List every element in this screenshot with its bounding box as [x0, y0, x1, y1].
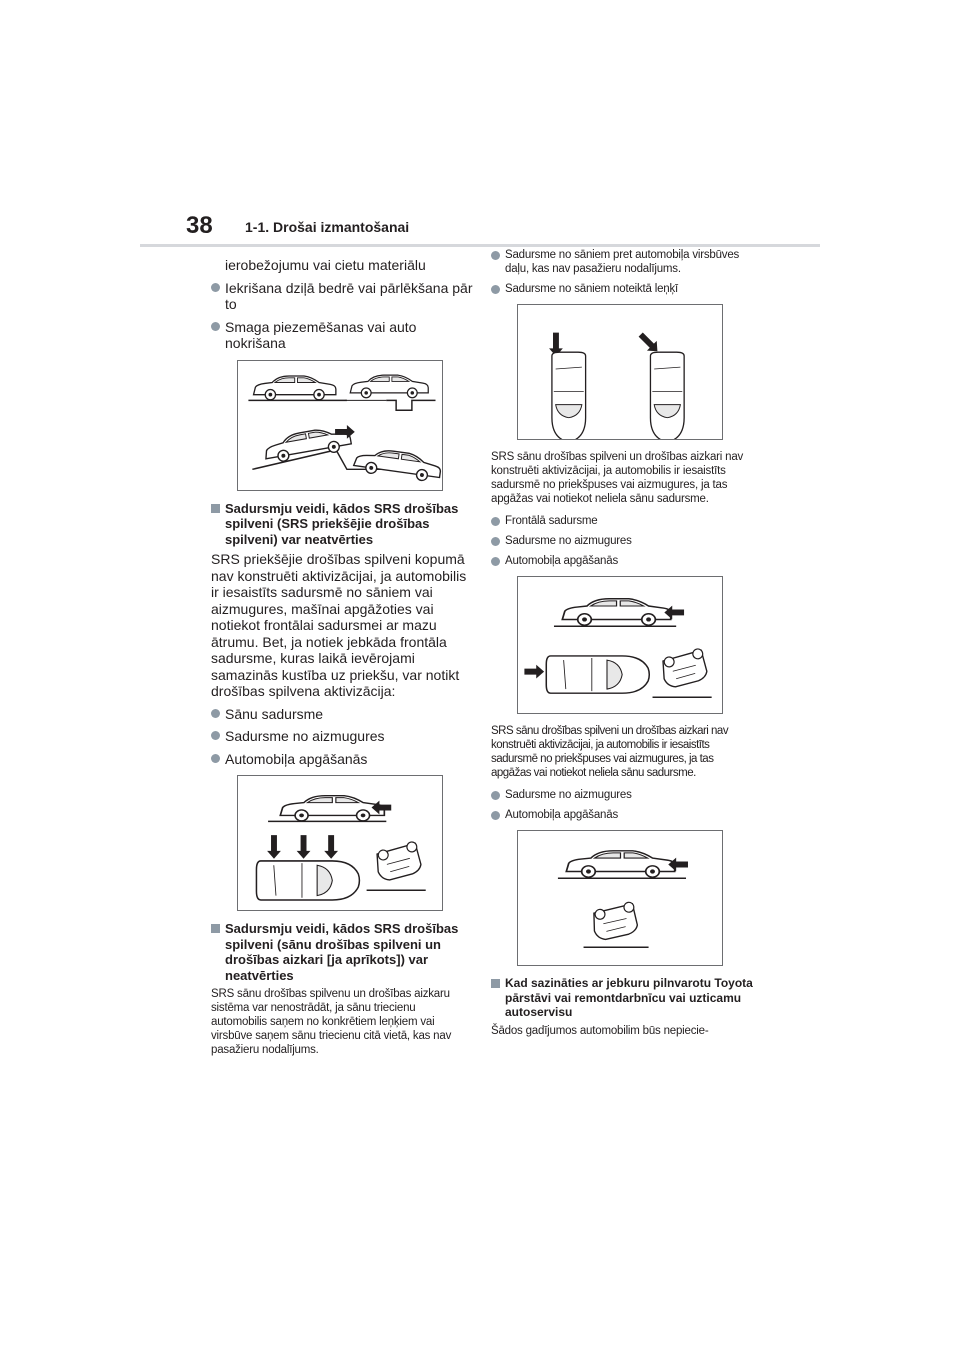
list-item: Automobiļa apgāšanās — [211, 751, 473, 768]
paragraph: SRS sānu drošības spilvenu un drošības aizkaru sistēma var nenostrādāt, ja sānu triecienu automobilis saņem no konkrētiem leņķiem vai virsbūve saņem sānu triecienu citā vietā, kas nav pasažieru nodalījums. — [211, 988, 452, 1056]
paragraph: SRS sānu drošības spilveni un drošības aizkari nav konstruēti aktivizācijai, ja automobilis ir iesaistīts sadursmē no priekšpuses vai aizmugures, ja tas apgāžas vai notiekot neliela sānu sadursme. — [491, 451, 744, 505]
bullet-icon — [211, 709, 220, 718]
section-title: 1-1. Drošai izmantošanai — [245, 219, 410, 235]
list-item: Sadursme no aizmugures — [211, 728, 473, 745]
bullet-icon — [491, 251, 500, 260]
continued-line: ierobežojumu vai cietu materiālu — [225, 257, 426, 273]
figure-rear-rollover — [517, 830, 723, 966]
list-item: Sadursme no aizmugures — [491, 788, 756, 802]
list-item: Sānu sadursme — [211, 706, 473, 723]
page-number: 38 — [186, 212, 213, 239]
paragraph: Šādos gadījumos automobilim būs nepiecie- — [491, 1024, 709, 1037]
section-heading: Kad sazināties ar jebkuru pilnvarotu Toyota pārstāvi vai remontdarbnīcu vai uzticamu autoservisu — [491, 976, 756, 1020]
section-heading: Sadursmju veidi, kādos SRS drošības spilveni (sānu drošības spilveni un drošības aizkari [ja aprīkots]) var neatvērties — [211, 921, 473, 983]
bullet-icon — [211, 731, 220, 740]
figure-side-rear-rollover — [237, 775, 443, 911]
header-rule — [140, 244, 820, 247]
bullet-icon — [211, 754, 220, 763]
bullet-icon — [491, 791, 500, 800]
paragraph: SRS sānu drošības spilveni un drošības aizkari nav konstruēti aktivizācijai, ja automobilis ir iesaistīts sadursmē no priekšpuses vai aizmugures, ja tas apgāžas vai notiekot neliela sānu sadursme. — [491, 725, 729, 779]
figure-side-angle — [517, 304, 723, 440]
list-item: Frontālā sadursme — [491, 514, 756, 528]
left-column — [211, 257, 473, 1057]
list-item: Sadursme no sāniem pret automobiļa virsbūves daļu, kas nav pasažieru nodalījums. — [491, 248, 756, 276]
bullet-icon — [491, 811, 500, 820]
list-item: Iekrišana dziļā bedrē vai pārlēkšana pār to — [211, 280, 473, 313]
bullet-icon — [211, 283, 220, 292]
right-column — [491, 248, 756, 1038]
section-heading: Sadursmju veidi, kādos SRS drošības spilveni (SRS priekšējie drošības spilveni) var neatvērties — [211, 501, 473, 548]
bullet-icon — [491, 557, 500, 566]
bullet-icon — [491, 285, 500, 294]
list-item: Sadursme no aizmugures — [491, 534, 756, 548]
heading-square-icon — [491, 979, 500, 988]
heading-square-icon — [211, 504, 220, 513]
figure-front-rear-rollover — [517, 576, 723, 714]
paragraph: SRS priekšējie drošības spilveni kopumā nav konstruēti aktivizācijai, ja automobilis ir iesaistīts sadursmē no sāniem vai aizmugures, mašīnai apgāžoties vai notiekot frontālai sadursmei ar mazu ātrumu. Bet, ja notiek jebkāda frontāla sadursme, kuras laikā ievērojami samazinās kustība uz priekšu, var notikt drošības spilvena aktivizācija: — [211, 551, 467, 699]
figure-pothole-landing — [237, 360, 443, 491]
list-item: Sadursme no sāniem noteiktā leņķī — [491, 282, 756, 296]
bullet-icon — [491, 517, 500, 526]
heading-square-icon — [211, 924, 220, 933]
list-item: Automobiļa apgāšanās — [491, 554, 756, 568]
bullet-icon — [491, 537, 500, 546]
list-item: Automobiļa apgāšanās — [491, 808, 756, 822]
list-item: Smaga piezemēšanas vai auto nokrišana — [211, 319, 473, 352]
bullet-icon — [211, 322, 220, 331]
